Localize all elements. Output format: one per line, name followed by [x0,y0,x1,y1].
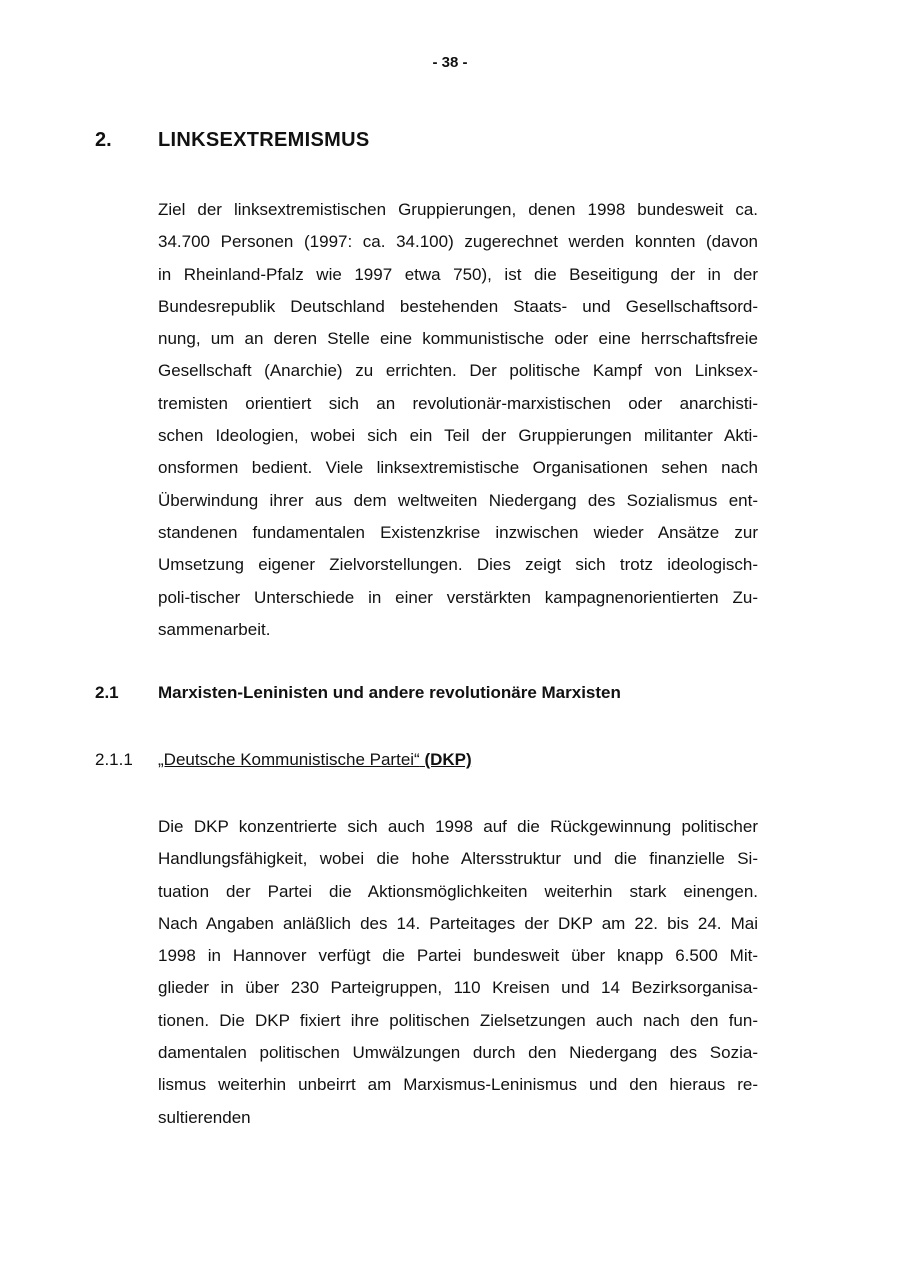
text-line: Bundesrepublik Deutschland bestehenden Staats- und Gesellschaftsord- [158,296,758,316]
text-line: Ziel der linksextremistischen Gruppierungen, denen 1998 bundesweit ca. [158,200,758,219]
text-line: poli-tischer Unterschiede in einer verstärkten kampagnenorientierten Zu- [158,587,758,607]
paragraph-dkp [158,811,758,1134]
text-line: damentalen politischen Umwälzungen durch den Niedergang des Sozia- [158,1043,758,1063]
text-line: Überwindung ihrer aus dem weltweiten Niedergang des Sozialismus ent- [158,490,758,510]
text-line: Umsetzung eigener Zielvorstellungen. Dies zeigt sich trotz ideologisch- [158,555,758,575]
text-line: 34.700 Personen (1997: ca. 34.100) zugerechnet werden konnten (davon [158,232,758,252]
subsection-number: 2.1 [95,683,119,702]
text-line: in Rheinland-Pfalz wie 1997 etwa 750), ist die Beseitigung der in der [158,264,758,284]
text-line: Gesellschaft (Anarchie) zu errichten. Der politische Kampf von Linksex- [158,361,758,381]
subsubsection-title-text: „Deutsche Kommunistische Partei“ [158,750,420,769]
subsubsection-title [158,750,472,770]
text-line: Handlungsfähigkeit, wobei die hohe Altersstruktur und die finanzielle Si- [158,849,758,869]
text-line: Nach Angaben anläßlich des 14. Parteitages der DKP am 22. bis 24. Mai [158,913,758,933]
text-line: standenen fundamentalen Existenzkrise inzwischen wieder Ansätze zur [158,522,758,542]
text-line: lismus weiterhin unbeirrt am Marxismus-Leninismus und den hieraus re- [158,1075,758,1095]
text-line: nung, um an deren Stelle eine kommunistische oder eine herrschaftsfreie [158,329,758,349]
text-line: 1998 in Hannover verfügt die Partei bundesweit über knapp 6.500 Mit- [158,946,758,966]
text-line: tremisten orientiert sich an revolutionär-marxistischen oder anarchisti- [158,393,758,413]
text-line: tuation der Partei die Aktionsmöglichkeiten weiterhin stark einengen. [158,881,758,901]
subsubsection-number: 2.1.1 [95,750,133,769]
text-line: sultierenden [158,1107,251,1127]
subsection-title: Marxisten-Leninisten und andere revolutionäre Marxisten [158,683,621,702]
text-line: glieder in über 230 Parteigruppen, 110 Kreisen und 14 Bezirksorganisa- [158,978,758,998]
text-line: sammenarbeit. [158,619,271,639]
text-line: schen Ideologien, wobei sich ein Teil der Gruppierungen militanter Akti- [158,426,758,446]
page-number: - 38 - [432,54,468,71]
paragraph-intro [158,194,758,646]
section-number: 2. [95,129,112,151]
text-line: Die DKP konzentrierte sich auch 1998 auf die Rückgewinnung politischer [158,817,758,836]
text-line: tionen. Die DKP fixiert ihre politischen Zielsetzungen auch nach den fun- [158,1010,758,1030]
section-title: LINKSEXTREMISMUS [158,129,370,151]
subsubsection-abbr: (DKP) [424,750,472,769]
text-line: onsformen bedient. Viele linksextremistische Organisationen sehen nach [158,458,758,478]
